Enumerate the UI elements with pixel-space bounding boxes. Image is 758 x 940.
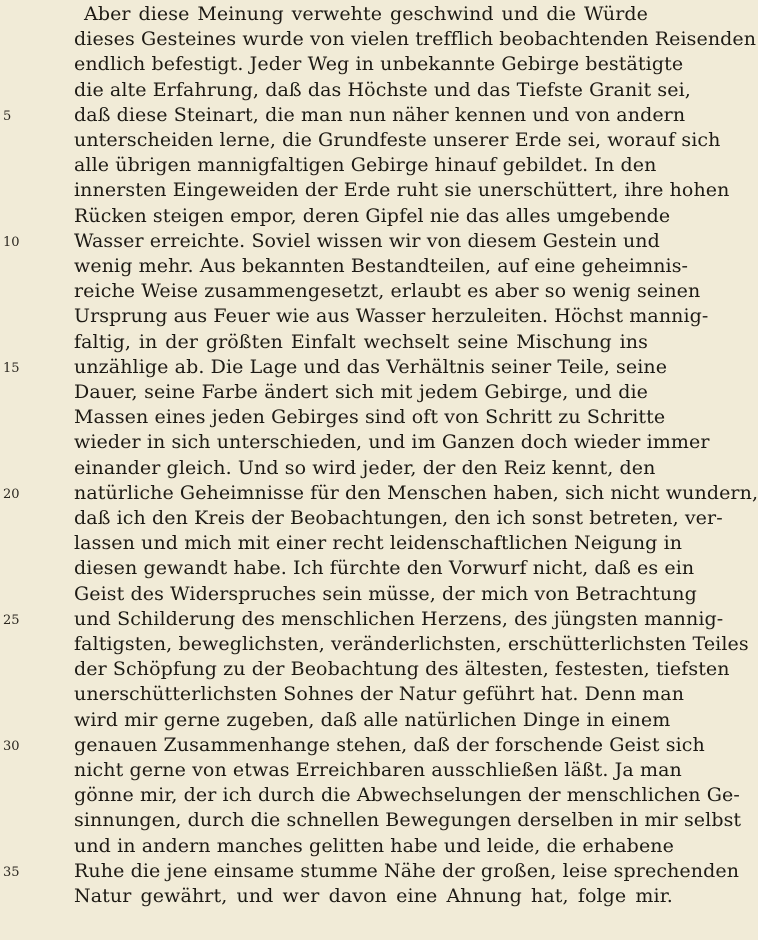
text-line: genauen Zusammenhange stehen, daß der forschende Geist sich	[74, 734, 705, 756]
line-number: 5	[3, 109, 12, 124]
text-line: Ruhe die jene einsame stumme Nähe der großen, leise sprechenden	[74, 860, 740, 882]
text-line: dieses Gesteines wurde von vielen trefflich beobachtenden Reisenden	[74, 28, 757, 50]
text-line: faltig, in der größten Einfalt wechselt seine Mischung ins	[74, 331, 648, 353]
text-line: Rücken steigen empor, deren Gipfel nie das alles umgebende	[74, 205, 671, 227]
line-number: 30	[3, 739, 20, 754]
text-line: Dauer, seine Farbe ändert sich mit jedem Gebirge, und die	[74, 381, 648, 403]
text-line: natürliche Geheimnisse für den Menschen haben, sich nicht wundern,	[74, 482, 758, 504]
text-line: unterscheiden lerne, die Grundfeste unserer Erde sei, worauf sich	[74, 129, 721, 151]
text-line: diesen gewandt habe. Ich fürchte den Vorwurf nicht, daß es ein	[74, 557, 695, 579]
text-line: und in andern manches gelitten habe und leide, die erhabene	[74, 835, 674, 857]
text-line: daß diese Steinart, die man nun näher kennen und von andern	[74, 104, 686, 126]
text-line: innersten Eingeweiden der Erde ruht sie unerschüttert, ihre hohen	[74, 179, 730, 201]
text-line: Aber diese Meinung verwehte geschwind und die Würde	[84, 3, 648, 25]
text-line: unzählige ab. Die Lage und das Verhältnis seiner Teile, seine	[74, 356, 668, 378]
text-line: Wasser erreichte. Soviel wissen wir von diesem Gestein und	[74, 230, 660, 252]
text-line: Ursprung aus Feuer wie aus Wasser herzuleiten. Höchst mannig-	[74, 305, 709, 327]
line-number: 25	[3, 613, 20, 628]
text-line: alle übrigen mannigfaltigen Gebirge hinauf gebildet. In den	[74, 154, 657, 176]
text-line: lassen und mich mit einer recht leidenschaftlichen Neigung in	[74, 532, 683, 554]
text-line: Massen eines jeden Gebirges sind oft von Schritt zu Schritte	[74, 406, 666, 428]
text-line: sinnungen, durch die schnellen Bewegungen derselben in mir selbst	[74, 809, 742, 831]
text-line: der Schöpfung zu der Beobachtung des ältesten, festesten, tiefsten	[74, 658, 730, 680]
text-line: gönne mir, der ich durch die Abwechselungen der menschlichen Ge-	[74, 784, 740, 806]
text-line: die alte Erfahrung, daß das Höchste und das Tiefste Granit sei,	[74, 79, 691, 101]
text-line: daß ich den Kreis der Beobachtungen, den ich sonst betreten, ver-	[74, 507, 723, 529]
text-line: wird mir gerne zugeben, daß alle natürlichen Dinge in einem	[74, 709, 671, 731]
text-line: wenig mehr. Aus bekannten Bestandteilen, auf eine geheimnis-	[74, 255, 689, 277]
line-number: 15	[3, 361, 20, 376]
text-line: einander gleich. Und so wird jeder, der den Reiz kennt, den	[74, 457, 656, 479]
line-number: 20	[3, 487, 20, 502]
text-line: Natur gewährt, und wer davon eine Ahnung hat, folge mir.	[74, 885, 673, 907]
text-line: und Schilderung des menschlichen Herzens, des jüngsten mannig-	[74, 608, 724, 630]
line-number: 10	[3, 235, 20, 250]
line-number: 35	[3, 865, 20, 880]
text-line: unerschütterlichsten Sohnes der Natur geführt hat. Denn man	[74, 683, 685, 705]
text-line: wieder in sich unterschieden, und im Ganzen doch wieder immer	[74, 431, 710, 453]
text-line: nicht gerne von etwas Erreichbaren ausschließen läßt. Ja man	[74, 759, 682, 781]
text-line: faltigsten, beweglichsten, veränderlichsten, erschütterlichsten Teiles	[74, 633, 749, 655]
text-line: reiche Weise zusammengesetzt, erlaubt es aber so wenig seinen	[74, 280, 701, 302]
text-line: endlich befestigt. Jeder Weg in unbekannte Gebirge bestätigte	[74, 53, 684, 75]
text-line: Geist des Widerspruches sein müsse, der mich von Betrachtung	[74, 583, 697, 605]
